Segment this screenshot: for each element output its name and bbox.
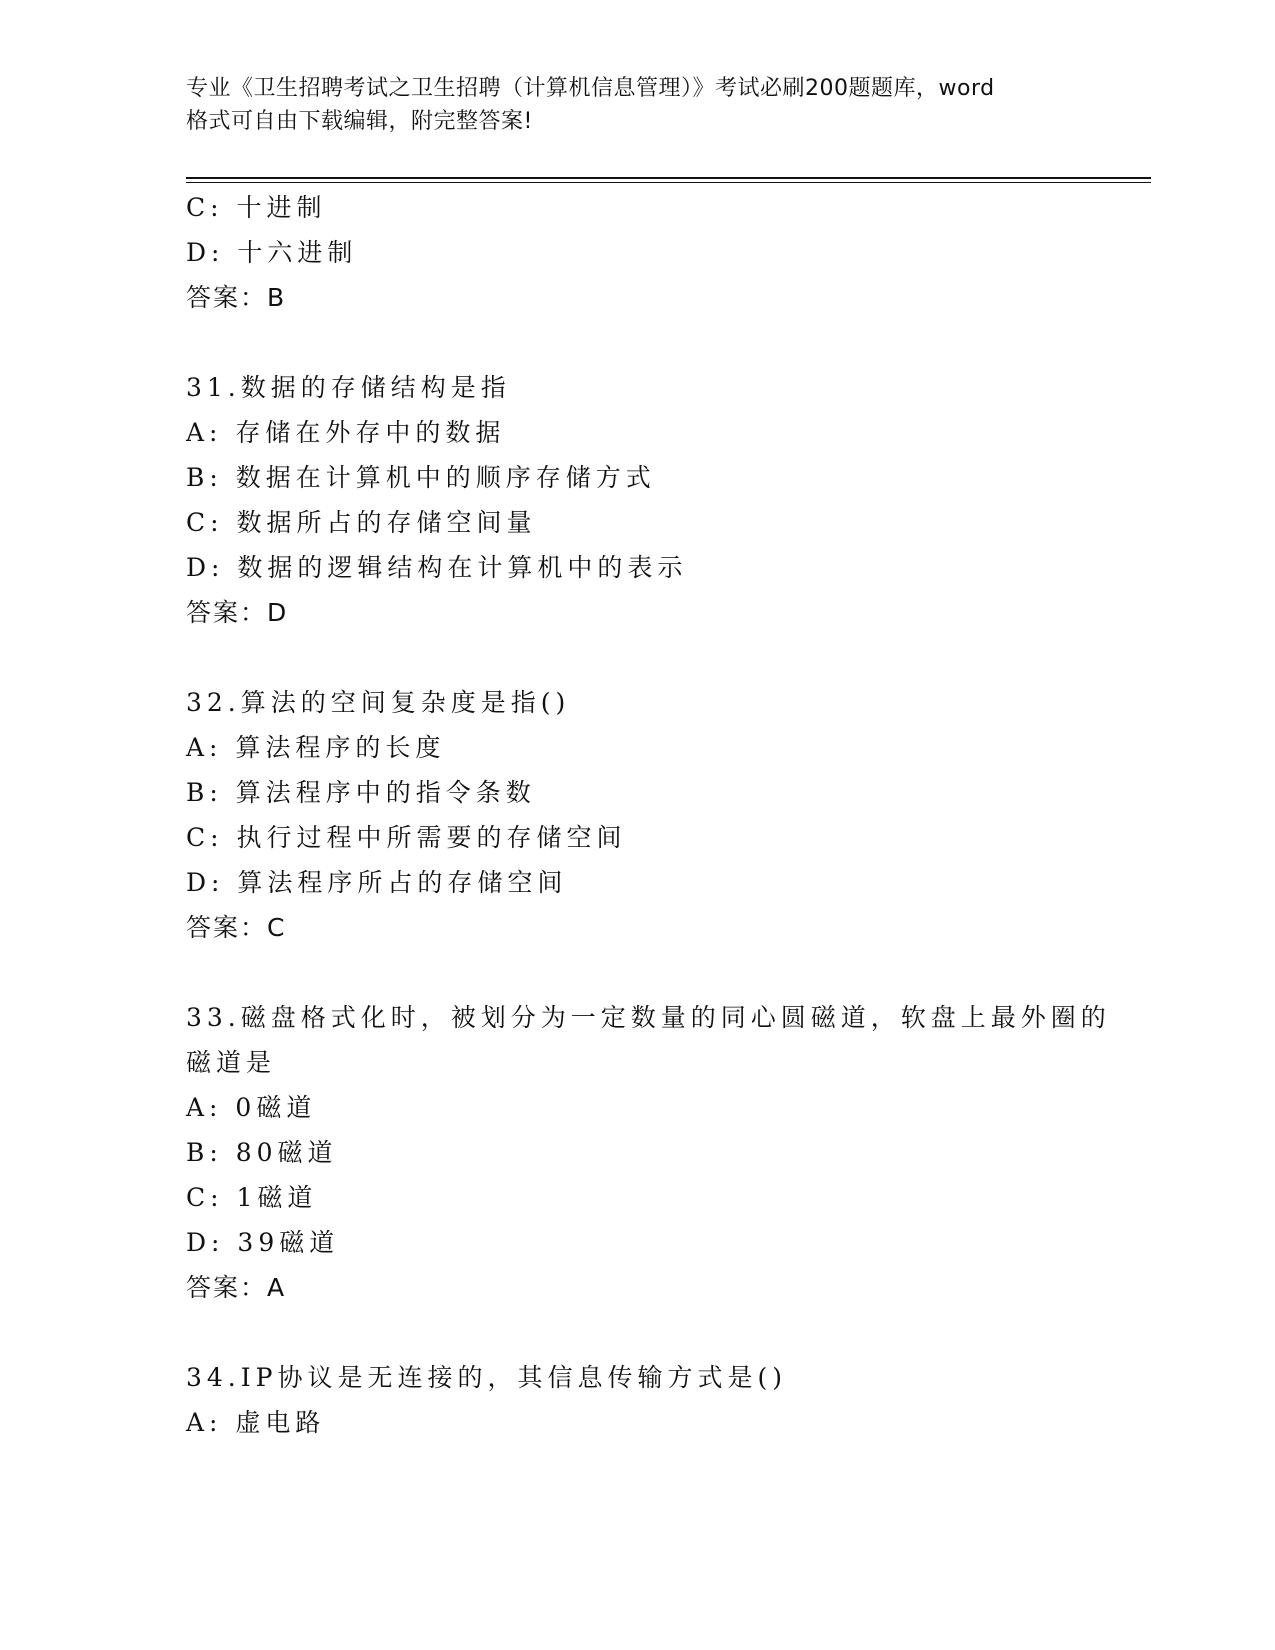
option-d: D: 算法程序所占的存储空间 [186, 868, 568, 897]
option-c: C: 1磁道 [186, 1183, 318, 1212]
option-c: C: 执行过程中所需要的存储空间 [186, 823, 627, 852]
question-text: 31.数据的存储结构是指 [186, 373, 511, 402]
answer: 答案：A [186, 1273, 287, 1302]
title-line-2: 格式可自由下载编辑，附完整答案! [186, 109, 533, 134]
question-text: 32.算法的空间复杂度是指() [186, 688, 571, 717]
option-a: A: 虚电路 [186, 1408, 326, 1437]
option-d: D: 数据的逻辑结构在计算机中的表示 [186, 553, 688, 582]
document-title [186, 72, 1086, 138]
header-divider-thick [186, 177, 1151, 179]
option-a: A: 算法程序的长度 [186, 733, 446, 762]
answer: 答案：C [186, 913, 287, 942]
question-text-line-1: 33.磁盘格式化时，被划分为一定数量的同心圆磁道，软盘上最外圈的 [186, 1003, 1111, 1032]
answer: 答案：D [186, 598, 289, 627]
answer: 答案：B [186, 283, 287, 312]
question-text-line-2: 磁道是 [186, 1048, 277, 1077]
title-line-1: 专业《卫生招聘考试之卫生招聘（计算机信息管理）》考试必刷200题题库，word [186, 76, 995, 101]
option-d: D: 十六进制 [186, 238, 358, 267]
header-divider-thin [186, 182, 1151, 183]
option-a: A: 0磁道 [186, 1093, 317, 1122]
option-b: B: 80磁道 [186, 1138, 338, 1167]
option-c: C: 数据所占的存储空间量 [186, 508, 537, 537]
option-d: D: 39磁道 [186, 1228, 340, 1257]
option-c: C: 十进制 [186, 193, 327, 222]
option-b: B: 数据在计算机中的顺序存储方式 [186, 463, 656, 492]
option-b: B: 算法程序中的指令条数 [186, 778, 536, 807]
question-text: 34.IP协议是无连接的，其信息传输方式是() [186, 1363, 787, 1392]
option-a: A: 存储在外存中的数据 [186, 418, 506, 447]
